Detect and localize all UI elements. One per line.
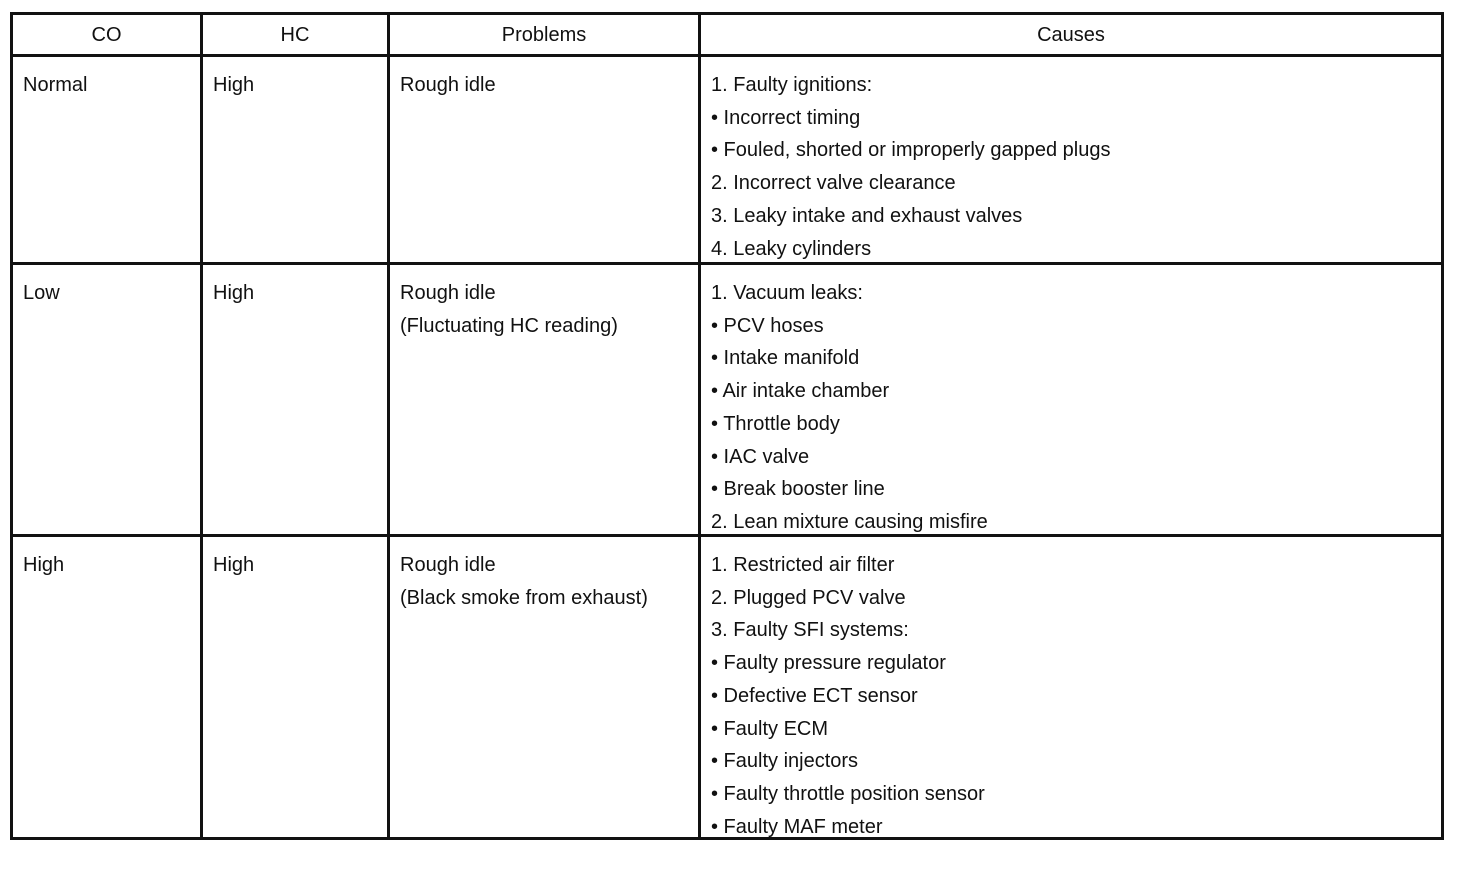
cause-line: • Faulty injectors	[711, 750, 859, 773]
cause-line: • Air intake chamber	[711, 380, 890, 403]
hc-cell: High	[203, 537, 390, 837]
problem-line: Rough idle	[400, 282, 496, 304]
problem-line: (Black smoke from exhaust)	[400, 586, 648, 609]
header-hc: HC	[203, 15, 390, 54]
cause-line: • Intake manifold	[711, 347, 860, 370]
cause-line: 2. Plugged PCV valve	[711, 586, 906, 609]
cause-line: • Faulty MAF meter	[711, 815, 883, 838]
cause-line: • Faulty ECM	[711, 717, 829, 740]
cause-line: • PCV hoses	[711, 314, 824, 337]
causes-cell	[701, 537, 1441, 837]
problems-cell	[390, 57, 701, 262]
cause-line: 3. Faulty SFI systems:	[711, 619, 909, 642]
cause-line: • IAC valve	[711, 445, 810, 468]
cause-line: • Break booster line	[711, 478, 885, 501]
hc-cell: High	[203, 57, 390, 262]
problem-line: (Fluctuating HC reading)	[400, 314, 618, 337]
causes-cell	[701, 57, 1441, 262]
co-cell: Low	[13, 265, 203, 534]
header-problems: Problems	[390, 15, 701, 54]
table-row	[13, 57, 1441, 265]
cause-line: 1. Faulty ignitions:	[711, 74, 873, 96]
problems-cell	[390, 537, 701, 837]
cause-line: • Defective ECT sensor	[711, 684, 918, 707]
problems-cell	[390, 265, 701, 534]
causes-cell	[701, 265, 1441, 534]
diagnosis-table	[10, 12, 1444, 840]
problem-line: Rough idle	[400, 554, 496, 576]
cause-line: • Incorrect timing	[711, 106, 861, 129]
table-row	[13, 537, 1441, 837]
cause-line: • Faulty pressure regulator	[711, 652, 946, 675]
cause-line: • Fouled, shorted or improperly gapped plugs	[711, 139, 1111, 162]
cause-line: 3. Leaky intake and exhaust valves	[711, 204, 1023, 227]
cause-line: 2. Incorrect valve clearance	[711, 172, 956, 195]
cause-line: • Faulty throttle position sensor	[711, 782, 985, 805]
cause-line: • Throttle body	[711, 412, 840, 435]
table-header-row	[13, 15, 1441, 57]
header-co: CO	[13, 15, 203, 54]
co-cell: Normal	[13, 57, 203, 262]
cause-line: 4. Leaky cylinders	[711, 237, 872, 260]
co-cell: High	[13, 537, 203, 837]
cause-line: 1. Restricted air filter	[711, 554, 895, 576]
header-causes: Causes	[1037, 24, 1105, 46]
problem-line: Rough idle	[400, 74, 496, 96]
cause-line: 1. Vacuum leaks:	[711, 282, 863, 304]
cause-line: 2. Lean mixture causing misfire	[711, 510, 988, 533]
hc-cell: High	[203, 265, 390, 534]
table-row	[13, 265, 1441, 537]
